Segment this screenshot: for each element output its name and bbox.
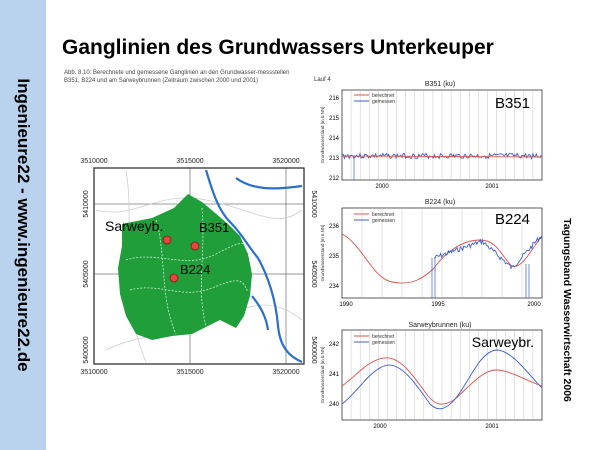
website-url-label: Ingenieure22 - www.ingenieure22.de xyxy=(14,78,33,372)
x-tick-label: 2000 xyxy=(373,424,387,430)
x-tick-label: 1995 xyxy=(431,302,445,308)
y-tick-label: 240 xyxy=(328,402,339,408)
y-tick-label: 242 xyxy=(328,342,339,348)
x-tick-label: 2001 xyxy=(485,184,499,190)
y-tick-label: 212 xyxy=(328,176,339,182)
y-tick-label: 216 xyxy=(328,96,339,102)
map-label-b351: B351 xyxy=(199,220,230,235)
map-tick-right: 5410000 xyxy=(310,190,317,218)
legend-entry-gemessen: gemessen xyxy=(372,99,396,105)
y-tick-label: 236 xyxy=(328,224,339,230)
y-tick-label: 234 xyxy=(328,284,339,290)
map-tick-right: 5400000 xyxy=(310,336,317,364)
y-axis-label: Grundwasserstand [m ü.NN] xyxy=(320,106,325,164)
y-tick-label: 235 xyxy=(328,254,339,260)
panel-run-label: Lauf 4 xyxy=(314,77,331,83)
y-tick-label: 241 xyxy=(328,372,339,378)
map-label-sarweyb: Sarweyb. xyxy=(105,218,164,234)
x-tick-label: 1990 xyxy=(339,302,353,308)
chart-panel-sarweybr xyxy=(312,318,556,434)
y-axis-label: Grundwasserstand [m ü.NN] xyxy=(320,346,325,404)
proceedings-note: Tagungsband Wasserwirtschaft 2006 xyxy=(561,218,573,402)
map-tick-bottom: 3515000 xyxy=(176,369,204,376)
panel-big-label: B224 xyxy=(494,211,530,228)
x-tick-label: 2001 xyxy=(485,424,499,430)
panel-big-label: B351 xyxy=(494,95,530,112)
figure-caption: Abb. 8.10: Berechnete und gemessene Ganglinien an den Grundwasser-messstellen B351, B224 und am Sarweybrunnen (Zeitraum zwischen 2000 und 2001) xyxy=(64,70,290,84)
legend-entry-gemessen: gemessen xyxy=(372,340,396,346)
panel-header-title: B224 (ku) xyxy=(424,199,456,206)
map-tick-left: 5405000 xyxy=(83,260,90,288)
panel-big-label: Sarweybr. xyxy=(471,334,534,350)
map-tick-bottom: 3510000 xyxy=(80,369,108,376)
page-title: Ganglinien des Grundwassers Unterkeuper xyxy=(62,36,494,59)
well-marker-b224 xyxy=(170,274,178,282)
x-tick-label: 2000 xyxy=(527,302,541,308)
map-tick-bottom: 3520000 xyxy=(272,369,300,376)
chart-panel-b224 xyxy=(312,196,556,314)
legend-entry-berechnet: berechnet xyxy=(372,334,395,340)
well-marker-b351 xyxy=(191,242,199,250)
map-tick-top: 3515000 xyxy=(176,158,204,165)
map-label-b224: B224 xyxy=(180,262,211,277)
x-tick-label: 2000 xyxy=(375,184,389,190)
legend-entry-berechnet: berechnet xyxy=(372,93,395,99)
map-tick-left: 5400000 xyxy=(83,336,90,364)
y-axis-label: Grundwasserstand [m ü.NN] xyxy=(320,224,325,282)
map-tick-left: 5410000 xyxy=(83,190,90,218)
chart-panel-b351 xyxy=(312,72,556,192)
study-area-map xyxy=(56,150,326,390)
map-tick-right: 5405000 xyxy=(310,260,317,288)
well-marker-sarweyb xyxy=(163,236,171,244)
y-tick-label: 213 xyxy=(328,156,339,162)
y-tick-label: 214 xyxy=(328,136,339,142)
y-tick-label: 215 xyxy=(328,116,339,122)
panel-header-title: Sarweybrunnen (ku) xyxy=(408,322,472,329)
legend-entry-gemessen: gemessen xyxy=(372,218,396,224)
left-sidebar xyxy=(0,0,46,450)
map-tick-top: 3510000 xyxy=(80,158,108,165)
map-tick-top: 3520000 xyxy=(272,158,300,165)
panel-header-title: B351 (ku) xyxy=(424,81,456,88)
legend-entry-berechnet: berechnet xyxy=(372,212,395,218)
